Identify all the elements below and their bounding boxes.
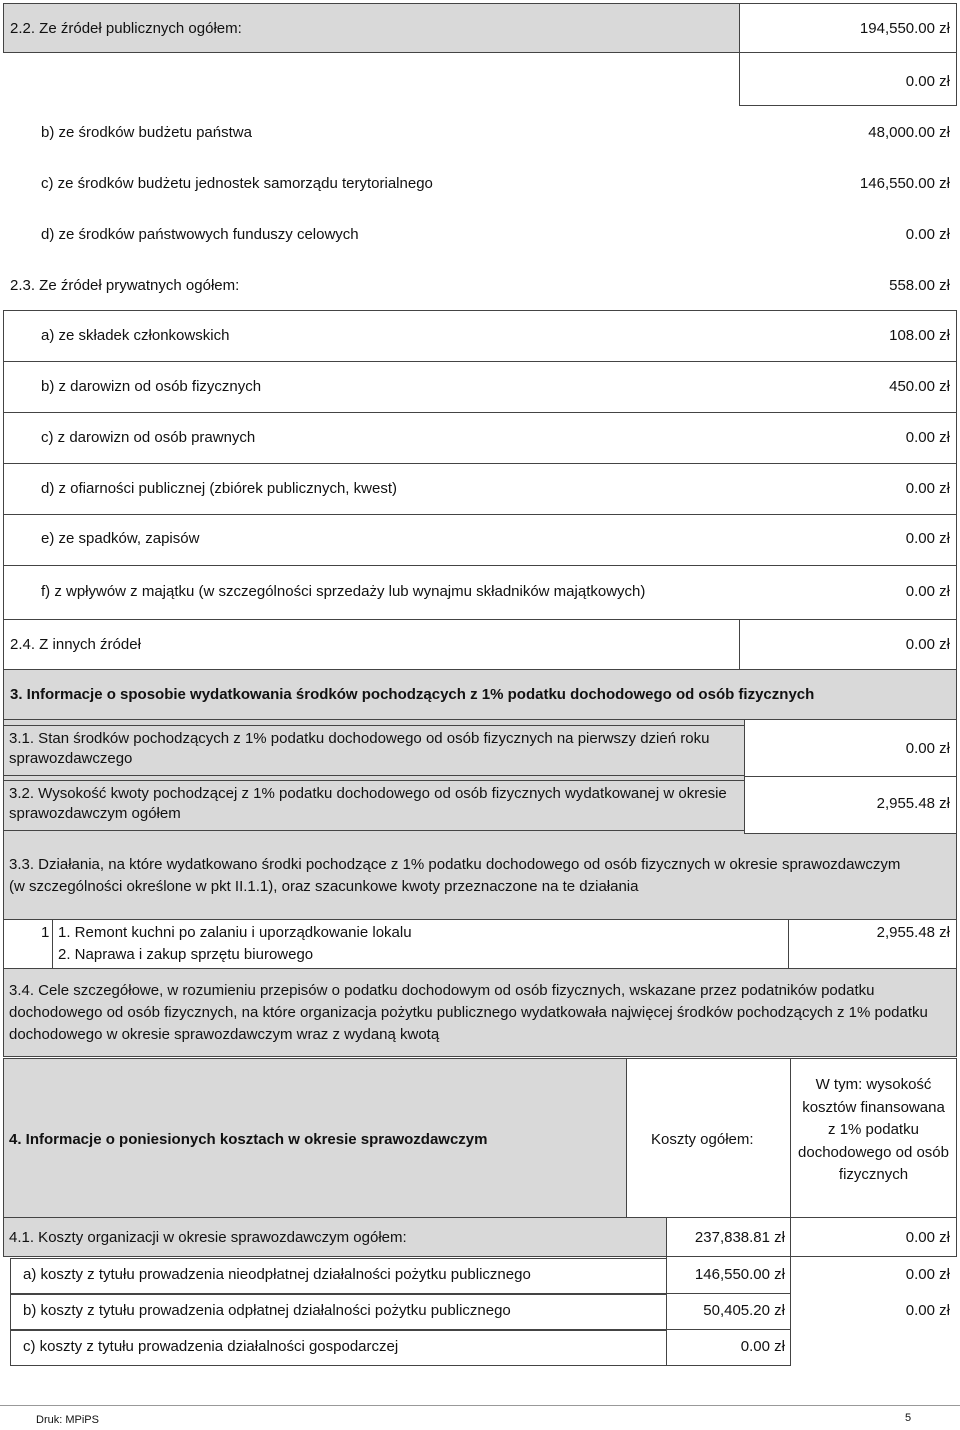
other-sources-value: 0.00 zł xyxy=(905,636,950,653)
section3-title: 3. Informacje o sposobie wydatkowania środków pochodzących z 1% podatku dochodowego od osób fizycznych xyxy=(10,686,815,703)
section4-title: 4. Informacje o poniesionych kosztach w okresie sprawozdawczym xyxy=(9,1131,488,1148)
private-item-value: 450.00 zł xyxy=(889,378,950,395)
cost-row-1pct: 0.00 zł xyxy=(905,1266,950,1283)
cost-row-total: 237,838.81 zł xyxy=(694,1229,785,1246)
cost-row-1pct: 0.00 zł xyxy=(905,1229,950,1246)
private-sources-title: 2.3. Ze źródeł prywatnych ogółem: xyxy=(10,277,240,294)
s32-value: 2,955.48 zł xyxy=(876,795,950,812)
cost-row-label: a) koszty z tytułu prowadzenia nieodpłatnej działalności pożytku publicznego xyxy=(23,1266,531,1283)
s34-label: 3.4. Cele szczegółowe, w rozumieniu przepisów o podatku dochodowym od osób fizycznych, wskazane przez podatników podatku dochodowego od osób fizycznych, na które organizacja pożytku publicznego wydatkowała najwięcej środków pochodzących z 1% podatku dochodowego w okresie sprawozdawczym wraz z wydaną kwotą xyxy=(9,982,928,1043)
public-sources-c-value: 146,550.00 zł xyxy=(859,175,950,192)
activity-value: 2,955.48 zł xyxy=(876,924,950,941)
footer-page-number: 5 xyxy=(905,1412,912,1424)
s31-label: 3.1. Stan środków pochodzących z 1% podatku dochodowego od osób fizycznych na pierwszy dzień roku sprawozdawczego xyxy=(9,730,710,767)
cost-row-label: c) koszty z tytułu prowadzenia działalności gospodarczej xyxy=(23,1338,399,1355)
activity-number: 1 xyxy=(41,924,50,941)
private-item-label: c) z darowizn od osób prawnych xyxy=(41,429,256,446)
public-sources-a-value: 0.00 zł xyxy=(905,73,950,90)
private-item-label: b) z darowizn od osób fizycznych xyxy=(41,378,262,395)
other-sources-row xyxy=(3,619,957,670)
activity-line-2: 2. Naprawa i zakup sprzętu biurowego xyxy=(58,946,314,963)
s33-label: 3.3. Działania, na które wydatkowano środki pochodzące z 1% podatku dochodowego od osób fizycznych w okresie sprawozdawczym (w szczególności określone w pkt II.1.1), oraz szacunkowe kwoty przeznaczone na te działania xyxy=(9,856,901,895)
activity-value-divider xyxy=(788,919,789,969)
public-sources-total: 194,550.00 zł xyxy=(859,20,950,37)
other-sources-label: 2.4. Z innych źródeł xyxy=(10,636,141,653)
private-item-value: 0.00 zł xyxy=(905,429,950,446)
public-sources-title: 2.2. Ze źródeł publicznych ogółem: xyxy=(10,20,242,37)
s31-value: 0.00 zł xyxy=(905,740,950,757)
cost-row-label: b) koszty z tytułu prowadzenia odpłatnej działalności pożytku publicznego xyxy=(23,1302,511,1319)
section4-col-total: Koszty ogółem: xyxy=(651,1131,754,1148)
private-item-label: a) ze składek członkowskich xyxy=(41,327,230,344)
cost-row-total: 146,550.00 zł xyxy=(694,1266,785,1283)
private-item-label: f) z wpływów z majątku (w szczególności sprzedaży lub wynajmu składników majątkowych) xyxy=(41,583,646,600)
footer-rule xyxy=(0,1405,960,1406)
footer-print-label: Druk: MPiPS xyxy=(36,1414,99,1426)
section4-col-1pct: W tym: wysokość kosztów finansowana z 1% podatku dochodowego od osób fizycznych xyxy=(798,1076,949,1183)
activity-line-1: 1. Remont kuchni po zalaniu i uporządkowanie lokalu xyxy=(58,924,412,941)
cost-row-label: 4.1. Koszty organizacji w okresie sprawozdawczym ogółem: xyxy=(9,1229,407,1246)
cost-row-1pct: 0.00 zł xyxy=(905,1302,950,1319)
cost-row-total: 0.00 zł xyxy=(740,1338,785,1355)
private-item-value: 0.00 zł xyxy=(905,480,950,497)
private-item-label: e) ze spadków, zapisów xyxy=(41,530,200,547)
public-sources-d-label: d) ze środków państwowych funduszy celowych xyxy=(41,226,359,243)
s32-label: 3.2. Wysokość kwoty pochodzącej z 1% podatku dochodowego od osób fizycznych wydatkowanej w okresie sprawozdawczym ogółem xyxy=(9,785,727,822)
public-sources-b-value: 48,000.00 zł xyxy=(868,124,950,141)
private-item-value: 0.00 zł xyxy=(905,530,950,547)
activity-number-divider xyxy=(52,919,53,969)
public-sources-c-label: c) ze środków budżetu jednostek samorządu terytorialnego xyxy=(41,175,433,192)
other-sources-divider xyxy=(739,619,740,670)
private-item-value: 108.00 zł xyxy=(889,327,950,344)
private-item-value: 0.00 zł xyxy=(905,583,950,600)
private-item-label: d) z ofiarności publicznej (zbiórek publicznych, kwest) xyxy=(41,480,397,497)
public-sources-b-label: b) ze środków budżetu państwa xyxy=(41,124,252,141)
private-sources-total: 558.00 zł xyxy=(889,277,950,294)
cost-row-total: 50,405.20 zł xyxy=(703,1302,785,1319)
public-sources-d-value: 0.00 zł xyxy=(905,226,950,243)
